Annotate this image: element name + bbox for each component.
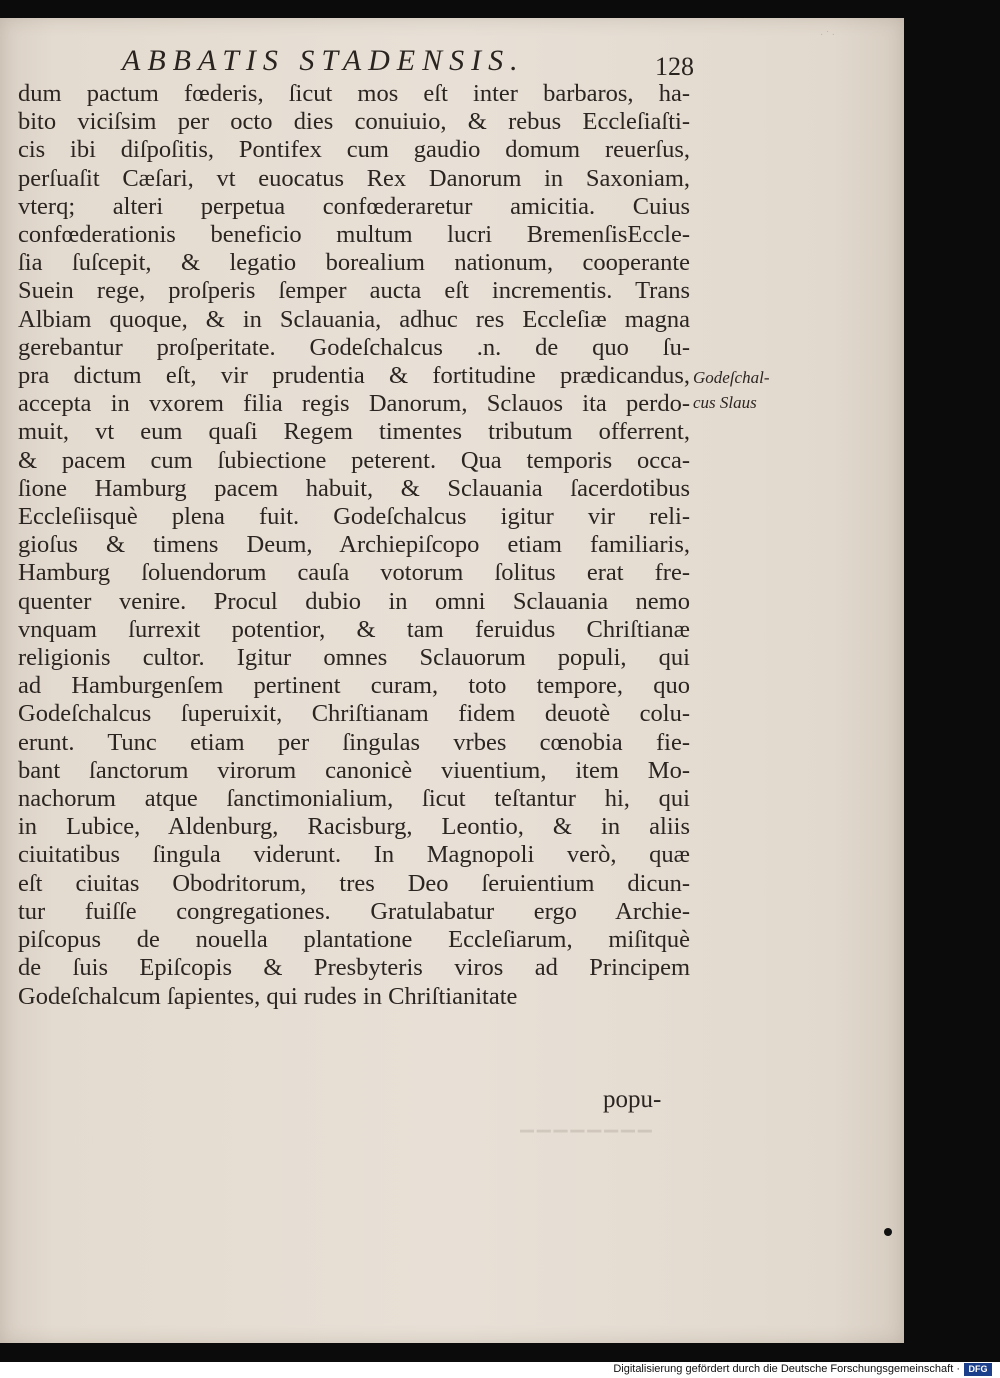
scan-right-border bbox=[904, 18, 1000, 1343]
paper-specks: · ˙ · bbox=[820, 30, 835, 41]
text-line: gerebantur proſperitate. Godeſchalcus .n. de quo ſu- bbox=[18, 333, 690, 361]
text-line: erunt. Tunc etiam per ſingulas vrbes cœnobia fie- bbox=[18, 728, 690, 756]
text-line: ſia ſuſcepit, & legatio borealium nationum, cooperante bbox=[18, 249, 690, 277]
footer-credit: Digitalisierung gefördert durch die Deutsche Forschungsgemeinschaft · bbox=[613, 1363, 960, 1375]
text-line: Godeſchalcum ſapientes, qui rudes in Chriſtianitate bbox=[18, 982, 518, 1010]
page-number: 128 bbox=[655, 52, 694, 81]
text-line: Eccleſiisquè plena fuit. Godeſchalcus igitur vir reli- bbox=[18, 503, 690, 531]
text-line: Hamburg ſoluendorum cauſa votorum ſolitus erat fre- bbox=[18, 559, 690, 587]
text-line: Suein rege, proſperis ſemper aucta eſt incrementis. Trans bbox=[18, 277, 690, 305]
text-line: accepta in vxorem filia regis Danorum, Sclauos ita perdo- bbox=[18, 390, 690, 418]
margin-note bbox=[693, 365, 803, 415]
text-line: bito viciſsim per octo dies conuiuio, & rebus Eccleſiaſti- bbox=[18, 108, 690, 136]
text-line: piſcopus de nouella plantatione Eccleſiarum, miſitquè bbox=[18, 926, 690, 954]
body-text bbox=[18, 80, 690, 1011]
text-line: perſuaſit Cæſari, vt euocatus Rex Danorum in Saxoniam, bbox=[18, 164, 690, 192]
catchword: popu- bbox=[603, 1086, 662, 1113]
text-line: religionis cultor. Igitur omnes Sclauorum populi, qui bbox=[18, 644, 690, 672]
text-line: bant ſanctorum virorum canonicè viuentium, item Mo- bbox=[18, 756, 690, 784]
dfg-logo: DFG bbox=[964, 1363, 992, 1376]
text-line: cis ibi diſpoſitis, Pontifex cum gaudio domum reuerſus, bbox=[18, 136, 690, 164]
text-line: dum pactum fœderis, ſicut mos eſt inter barbaros, ha- bbox=[18, 80, 690, 107]
text-line: gioſus & timens Deum, Archiepiſcopo etiam familiaris, bbox=[18, 531, 690, 559]
text-line: nachorum atque ſanctimonialium, ſicut teſtantur hi, qui bbox=[18, 785, 690, 813]
text-line: vterq; alteri perpetua confœderaretur amicitia. Cuius bbox=[18, 192, 690, 220]
text-line: vnquam ſurrexit potentior, & tam feruidus Chriſtianæ bbox=[18, 615, 690, 643]
text-line: de ſuis Epiſcopis & Presbyteris viros ad Principem bbox=[18, 954, 690, 982]
text-line: tur fuiſſe congregationes. Gratulabatur ergo Archie- bbox=[18, 897, 690, 925]
text-line: ſione Hamburg pacem habuit, & Sclauania ſacerdotibus bbox=[18, 474, 690, 502]
ink-dot bbox=[884, 1228, 892, 1236]
text-line: Godeſchalcus ſuperuixit, Chriſtianam fidem deuotè colu- bbox=[18, 700, 690, 728]
text-line: confœderationis beneficio multum lucri BremenſisEccle- bbox=[18, 221, 690, 249]
text-line: in Lubice, Aldenburg, Racisburg, Leontio, & in aliis bbox=[18, 813, 690, 841]
text-line: & pacem cum ſubiectione peterent. Qua temporis occa- bbox=[18, 446, 690, 474]
footer-bar bbox=[0, 1362, 1000, 1378]
text-line: muit, vt eum quaſi Regem timentes tributum offerrent, bbox=[18, 418, 690, 446]
margin-note-line: cus Slaus bbox=[693, 393, 757, 412]
text-line: ad Hamburgenſem pertinent curam, toto tempore, quo bbox=[18, 672, 690, 700]
text-line: ciuitatibus ſingula viderunt. In Magnopoli verò, quæ bbox=[18, 841, 690, 869]
text-line: pra dictum eſt, vir prudentia & fortitudine prædicandus, bbox=[18, 362, 690, 390]
text-line: eſt ciuitas Obodritorum, tres Deo ſeruientium dicun- bbox=[18, 869, 690, 897]
margin-note-line: Godeſchal- bbox=[693, 368, 770, 387]
text-line: Albiam quoque, & in Sclauania, adhuc res Eccleſiæ magna bbox=[18, 305, 690, 333]
text-line: quenter venire. Procul dubio in omni Sclauania nemo bbox=[18, 587, 690, 615]
running-title: ABBATIS STADENSIS. bbox=[122, 44, 525, 77]
bleed-through-shadow: ▁▁▁▁▁▁▁▁ bbox=[520, 1112, 655, 1132]
